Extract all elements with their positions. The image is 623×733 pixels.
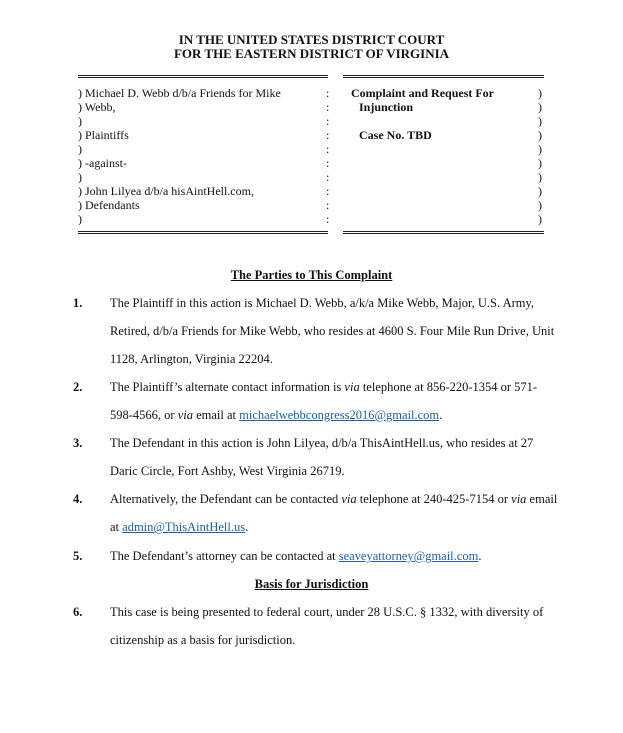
- paragraph-1-line-3: 1128, Arlington, Virginia 22204.: [110, 352, 273, 366]
- case-title-line-1: Complaint and Request For: [351, 86, 495, 100]
- defendant-email-link[interactable]: admin@ThisAintHell.us: [122, 520, 246, 534]
- text: 598-4566, or: [110, 408, 178, 422]
- court-title-line-1: IN THE UNITED STATES DISTRICT COURT: [178, 32, 445, 47]
- text: Alternatively, the Defendant can be contacted: [110, 492, 342, 506]
- paragraph-1-line-1: The Plaintiff in this action is Michael D. Webb, a/k/a Mike Webb, Major, U.S. Army,: [110, 296, 535, 310]
- text: .: [478, 549, 482, 563]
- paragraph-4-line-1: [110, 492, 557, 507]
- case-title-line-2: Injunction: [359, 100, 414, 114]
- paragraph-number: 5.: [73, 549, 83, 563]
- court-title-line-2: FOR THE EASTERN DISTRICT OF VIRGINIA: [173, 46, 450, 61]
- parties-heading: The Parties to This Complaint: [230, 268, 393, 282]
- text: .: [439, 408, 443, 422]
- paragraph-4-line-2: [110, 520, 248, 535]
- via-italic: via: [344, 380, 360, 394]
- paragraph-number: 2.: [73, 380, 83, 394]
- caption-line: ): [78, 212, 82, 226]
- caption-rule-bottom-right: [343, 231, 544, 234]
- text: The Plaintiff’s alternate contact information is: [110, 380, 345, 394]
- caption-paren: ): [538, 184, 542, 198]
- case-number: Case No. TBD: [359, 128, 432, 142]
- text: email: [526, 492, 558, 506]
- caption-colon: :: [326, 100, 330, 114]
- caption-colon: :: [326, 198, 330, 212]
- paragraph-3-line-1: The Defendant in this action is John Lilyea, d/b/a ThisAintHell.us, who resides at 27: [110, 436, 534, 450]
- caption-paren: ): [538, 156, 542, 170]
- caption-colon: :: [326, 86, 330, 100]
- paragraph-1-line-2: Retired, d/b/a Friends for Mike Webb, who resides at 4600 S. Four Mile Run Drive, Unit: [110, 324, 555, 338]
- paragraph-2-line-2: [110, 408, 442, 423]
- paragraph-3-line-2: Daric Circle, Fort Ashby, West Virginia 26719.: [110, 464, 345, 478]
- caption-line: ) Webb,: [78, 100, 116, 114]
- text: telephone at 856-220-1354 or 571-: [359, 380, 538, 394]
- caption-paren: ): [538, 170, 542, 184]
- via-italic: via: [341, 492, 357, 506]
- paragraph-number: 4.: [73, 492, 83, 506]
- text: at: [110, 520, 123, 534]
- caption-colon: :: [326, 170, 330, 184]
- text: .: [245, 520, 249, 534]
- caption-paren: ): [538, 114, 542, 128]
- text: telephone at 240-425-7154 or: [356, 492, 512, 506]
- caption-paren: ): [538, 128, 542, 142]
- text: The Defendant’s attorney can be contacted at: [110, 549, 339, 563]
- caption-rule-top-left: [78, 75, 328, 78]
- caption-colon: :: [326, 114, 330, 128]
- via-italic: via: [177, 408, 193, 422]
- caption-paren: ): [538, 198, 542, 212]
- plaintiff-email-link[interactable]: michaelwebbcongress2016@gmail.com: [239, 408, 440, 422]
- caption-line: ): [78, 114, 82, 128]
- caption-paren: ): [538, 100, 542, 114]
- via-italic: via: [511, 492, 527, 506]
- caption-rule-top-right: [343, 75, 544, 78]
- paragraph-6-line-1: This case is being presented to federal court, under 28 U.S.C. § 1332, with diversity of: [110, 605, 544, 619]
- paragraph-5-line-1: [110, 549, 481, 564]
- caption-line: ) Plaintiffs: [78, 128, 129, 142]
- caption-line: ): [78, 142, 82, 156]
- caption-colon: :: [326, 128, 330, 142]
- paragraph-number: 3.: [73, 436, 83, 450]
- caption-paren: ): [538, 142, 542, 156]
- caption-paren: ): [538, 212, 542, 226]
- jurisdiction-heading: Basis for Jurisdiction: [254, 577, 369, 591]
- text: email at: [192, 408, 240, 422]
- paragraph-2-line-1: [110, 380, 537, 395]
- caption-line: ) Defendants: [78, 198, 140, 212]
- caption-colon: :: [326, 212, 330, 226]
- caption-line: ): [78, 170, 82, 184]
- attorney-email-link[interactable]: seaveyattorney@gmail.com: [338, 549, 479, 563]
- caption-colon: :: [326, 156, 330, 170]
- caption-colon: :: [326, 142, 330, 156]
- caption-line: ) Michael D. Webb d/b/a Friends for Mike: [78, 86, 281, 100]
- paragraph-6-line-2: citizenship as a basis for jurisdiction.: [110, 633, 296, 647]
- caption-rule-bottom-left: [78, 231, 328, 234]
- caption-colon: :: [326, 184, 330, 198]
- paragraph-number: 1.: [73, 296, 83, 310]
- caption-paren: ): [538, 86, 542, 100]
- caption-line: ) -against-: [78, 156, 127, 170]
- caption-line: ) John Lilyea d/b/a hisAintHell.com,: [78, 184, 254, 198]
- paragraph-number: 6.: [73, 605, 83, 619]
